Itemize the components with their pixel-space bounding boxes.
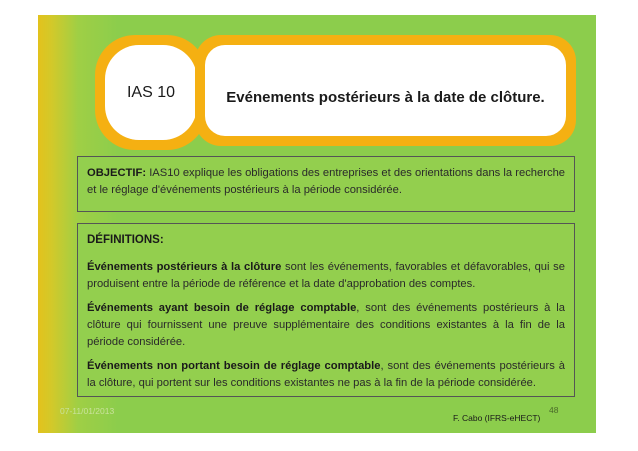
objective-panel (77, 156, 575, 212)
definition-text: sont les événements, favorables et défavorables, qui se produisent entre la période de référence et la date d'approbation des comptes. (87, 261, 565, 290)
definition-text: , sont des événements postérieurs à la clôture, qui portent sur les conditions existantes ne pas à la fin de la période considérée. (87, 360, 565, 389)
definition-text: , sont des événements postérieurs à la clôture qui fournissent une preuve supplémentaire des conditions existantes à la fin de la période considérée. (87, 302, 565, 348)
definition-item (87, 358, 565, 392)
definition-term: Événements ayant besoin de réglage comptable (87, 302, 357, 314)
slide-title-box (195, 35, 576, 146)
definition-item (87, 259, 565, 293)
standard-code: IAS 10 (126, 83, 176, 101)
definition-term: Événements non portant besoin de réglage comptable (87, 360, 381, 372)
objective-text: IAS10 explique les obligations des entreprises et des orientations dans la recherche et le réglage d'événements postérieurs à la période considérée. (87, 167, 566, 196)
definitions-heading: DÉFINITIONS: (87, 234, 164, 246)
definitions-panel (77, 223, 575, 397)
slide-title: Evénements postérieurs à la date de clôture. (226, 89, 545, 106)
definition-term: Événements postérieurs à la clôture (87, 261, 282, 273)
page-number: 48 (549, 405, 559, 415)
footer-date: 07-11/01/2013 (60, 406, 115, 416)
objective-label: OBJECTIF: (87, 167, 147, 179)
standard-code-badge (95, 35, 207, 150)
definition-item (87, 300, 565, 351)
footer-author: F. Cabo (IFRS-eHECT) (453, 413, 541, 423)
